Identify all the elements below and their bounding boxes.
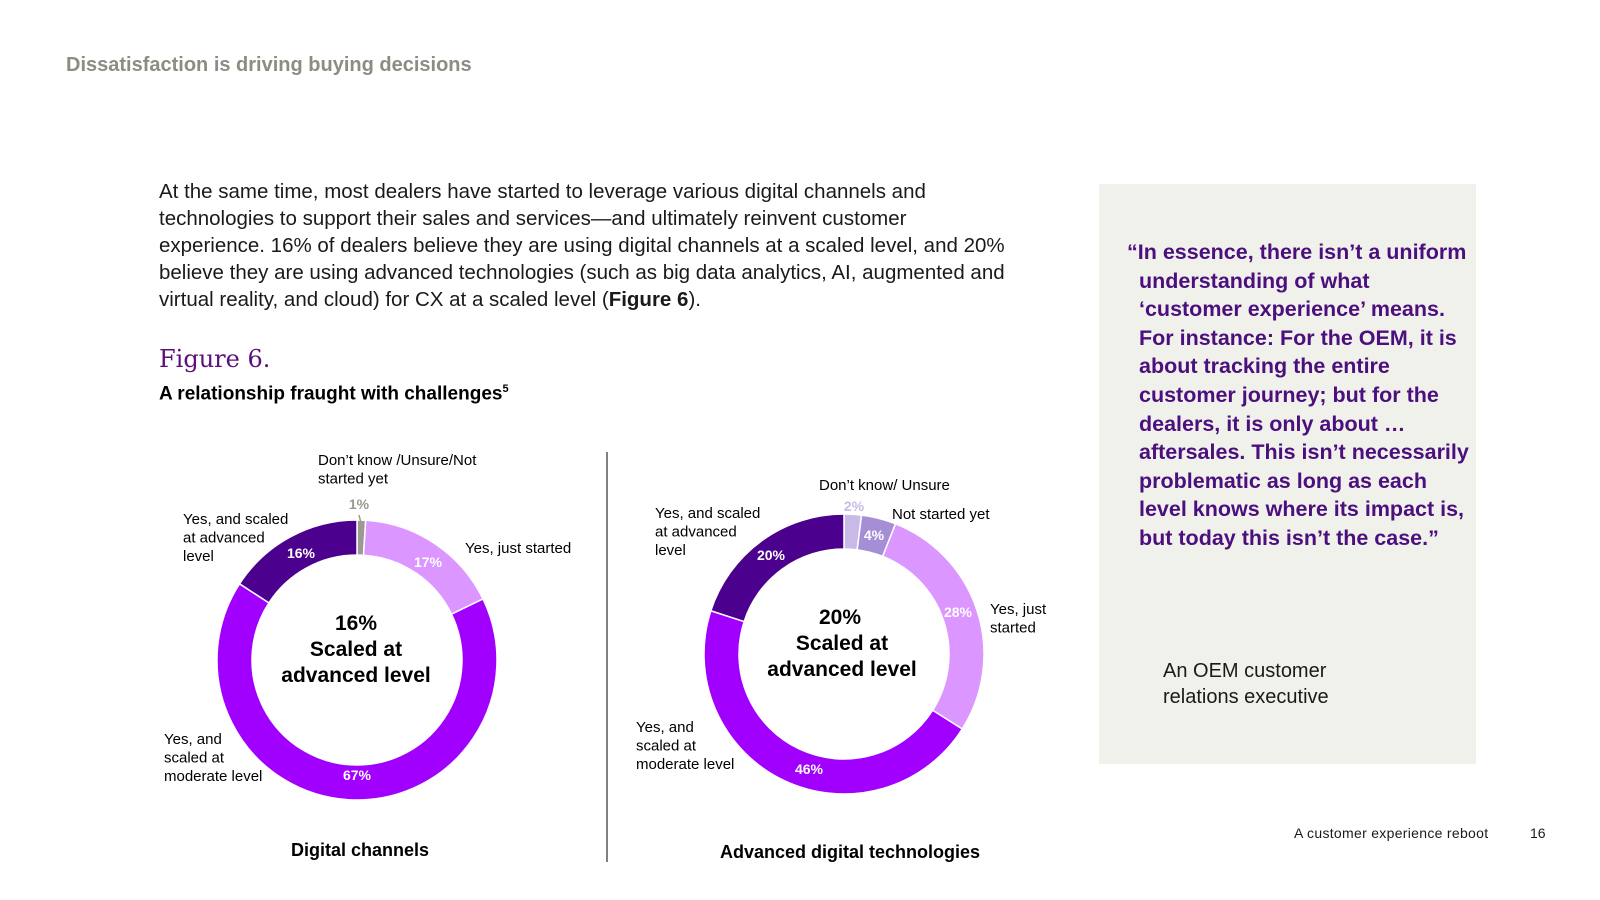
slice-category-label-line: at advanced (655, 523, 737, 541)
slice-category-label (636, 719, 734, 773)
digital-channels-center-label-1: Scaled at (309, 638, 403, 661)
page-number: 16 (1530, 825, 1546, 841)
slice-percent-label: 1% (348, 496, 370, 512)
advanced-tech-center-label-1: Scaled at (795, 632, 889, 655)
slice-percent-label: 46% (794, 761, 824, 777)
advanced-tech-chart (636, 477, 1047, 862)
slice-category-label (318, 452, 477, 488)
slice-percent-label: 2% (843, 498, 865, 514)
quote-text: “In essence, there isn’t a uniform understanding of what ‘customer experience’ means. For instance: For the OEM, it is about tracking the entire customer journey; but for the dealers, it is only about … aftersales. This isn’t necessarily problematic as long as each level knows where its impact is, but today this isn’t the case.” (1127, 240, 1469, 550)
slice-percent-label: 28% (943, 604, 973, 620)
slice-category-label-line: Don’t know/ Unsure (819, 477, 950, 494)
slice-category-label (892, 506, 990, 523)
donut-slice (883, 524, 984, 729)
advanced-tech-title: Advanced digital technologies (719, 842, 981, 862)
digital-channels-center-label-2: advanced level (281, 664, 431, 687)
section-title: Dissatisfaction is driving buying decisions (66, 54, 472, 76)
advanced-tech-center-label-2: advanced level (767, 658, 917, 681)
slice-category-label-line: Yes, and scaled (655, 505, 761, 522)
footnote-marker: 5 (502, 383, 509, 395)
figure-subtitle-text: A relationship fraught with challenges (159, 383, 503, 405)
slice-category-label (990, 601, 1047, 637)
slice-category-label-line: Not started yet (892, 506, 990, 523)
slice-category-label-line: Yes, and scaled (183, 511, 289, 528)
slice-percent-label: 67% (342, 767, 372, 783)
digital-channels-title: Digital channels (290, 840, 430, 860)
footer-title: A customer experience reboot (1294, 825, 1489, 841)
advanced-tech-center-value: 20% (818, 606, 862, 629)
slice-category-label-line: Yes, and (164, 731, 222, 748)
slice-percent-label: 20% (756, 547, 786, 563)
slice-category-label (819, 477, 950, 494)
figure-reference: Figure 6 (608, 288, 689, 311)
slice-category-label-line: at advanced (183, 529, 265, 547)
slice-category-label-line: moderate level (636, 756, 735, 773)
slice-category-label-line: Yes, just (990, 601, 1047, 618)
slice-category-label (465, 540, 571, 557)
slice-category-label-line: Don’t know /Unsure/Not (318, 452, 477, 469)
digital-channels-center-value: 16% (334, 612, 378, 635)
slice-category-label-line: moderate level (164, 768, 263, 785)
intro-text-end: ). (688, 288, 701, 311)
slice-category-label-line: Yes, and (636, 719, 694, 736)
slice-category-label (655, 505, 760, 559)
quote-attribution: An OEM customer relations executive (1163, 660, 1329, 708)
slice-category-label-line: level (655, 542, 686, 559)
slice-category-label-line: scaled at (164, 749, 225, 767)
slice-percent-label: 17% (413, 554, 443, 570)
slice-category-label-line: scaled at (636, 737, 697, 755)
intro-text: At the same time, most dealers have started to leverage various digital channels and technologies to support their sales and services—and ultimately reinvent customer experience. 16% of dealers believe they are using digital channels at a scaled level, and 20% believe they are using advanced technologies (such as big data analytics, AI, augmented and virtual reality, and cloud) for CX at a scaled level ( (159, 180, 1005, 311)
slice-percent-label: 16% (286, 545, 316, 561)
slice-category-label-line: started (990, 619, 1036, 637)
slice-percent-label: 4% (863, 527, 885, 543)
digital-channels-chart (164, 452, 571, 860)
figure-label: Figure 6. (159, 345, 271, 373)
slice-category-label-line: started yet (318, 470, 389, 488)
slice-category-label-line: level (183, 548, 214, 565)
slice-category-label-line: Yes, just started (465, 540, 572, 557)
